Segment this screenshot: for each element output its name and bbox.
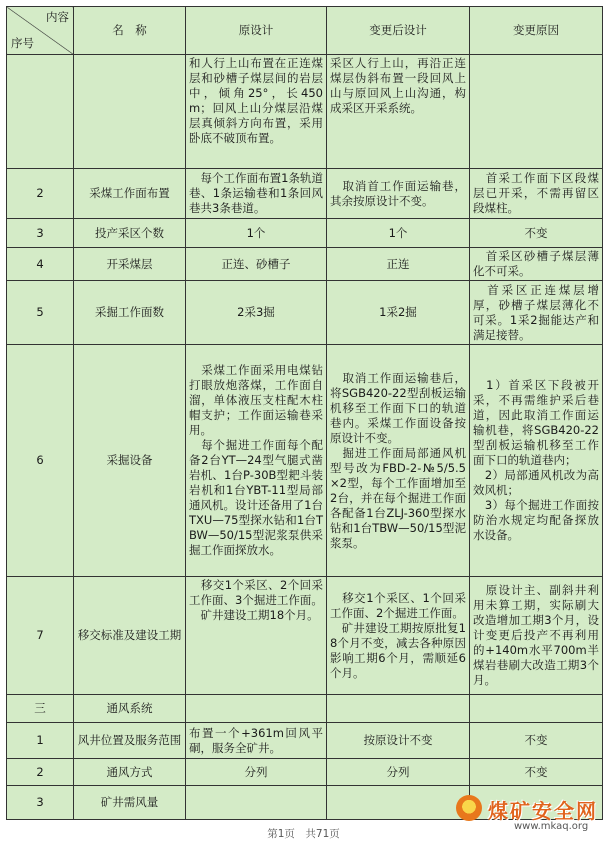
table-row [7,55,603,169]
design-change-table [6,6,603,820]
row-original [186,695,327,723]
row-number: 1 [7,723,74,759]
row-reason: 不变 [470,219,603,248]
row-name: 风井位置及服务范围 [74,723,186,759]
row-original: 分列 [186,759,327,786]
row-changed [327,786,470,820]
header-changed-design: 变更后设计 [327,7,470,55]
row-changed [327,695,470,723]
row-name: 矿井需风量 [74,786,186,820]
row-name: 移交标准及建设工期 [74,577,186,695]
row-number: 7 [7,577,74,695]
header-content-label: 内容 [46,10,69,24]
row-original [186,786,327,820]
row-name: 采掘设备 [74,345,186,577]
header-change-reason: 变更原因 [470,7,603,55]
row-name [74,55,186,169]
row-name: 投产采区个数 [74,219,186,248]
row-changed: 移交1个采区、1个回采工作面、2个掘进工作面。 矿井建设工期按原批复18个月不变，减去各种原因影响工期6个月，需顺延6个月。 [327,577,470,695]
row-name: 采掘工作面数 [74,281,186,345]
row-changed: 取消首工作面运输巷，其余按原设计不变。 [327,169,470,219]
watermark-url: www.mkaq.org [514,821,589,832]
row-number: 3 [7,786,74,820]
row-changed: 取消工作面运输巷后，将SGB420-22型刮板运输机移至工作面下口的轨道巷内。采煤工作面设备按原设计不变。 掘进工作面局部通风机型号改为FBD-2-№5/5.5×2型，每个工作面增加至2台，并在每个掘进工作面各配备1台ZLJ-360型探水钻和1台TBW—50/15型泥浆泵。 [327,345,470,577]
header-original-design: 原设计 [186,7,327,55]
row-changed: 采区人行上山，再沿正连煤层伪斜布置一段回风上山与原回风上山沟通，构成采区开采系统。 [327,55,470,169]
row-number: 4 [7,248,74,281]
row-reason: 首采区砂槽子煤层薄化不可采。 [470,248,603,281]
table-row [7,248,603,281]
page-footer: 第1页 共71页 [267,828,340,840]
row-changed: 正连 [327,248,470,281]
row-number: 2 [7,169,74,219]
row-original: 2采3掘 [186,281,327,345]
row-reason: 不变 [470,723,603,759]
row-name: 采煤工作面布置 [74,169,186,219]
site-watermark [452,793,602,835]
table-row [7,219,603,248]
row-reason: 首采区正连煤层增厚，砂槽子煤层薄化不可采。1采2掘能达产和满足接替。 [470,281,603,345]
row-name: 开采煤层 [74,248,186,281]
row-name: 通风方式 [74,759,186,786]
row-reason: 首采工作面下区段煤层已开采，不需再留区段煤柱。 [470,169,603,219]
row-number: 三 [7,695,74,723]
row-original: 布置一个+361m回风平硐，服务全矿井。 [186,723,327,759]
row-changed: 1个 [327,219,470,248]
row-number: 6 [7,345,74,577]
row-reason: 原设计主、副斜井利用未算工期，实际刷大改造增加工期3个月，设计变更后投产不再利用的+140m水平700m半煤岩巷刷大改造工期3个月。 [470,577,603,695]
row-reason [470,55,603,169]
row-number: 3 [7,219,74,248]
row-changed: 1采2掘 [327,281,470,345]
table-row [7,723,603,759]
table-row [7,759,603,786]
row-name: 通风系统 [74,695,186,723]
row-reason: 1）首采区下段被开采，不再需维护采后巷道，因此取消工作面运输机巷，将SGB420-22型刮板运输机移至工作面下口的轨道巷内； 2）局部通风机改为高效风机； 3）每个掘进工作面按防治水规定均配备探放水设备。 [470,345,603,577]
table-row [7,345,603,577]
row-number: 5 [7,281,74,345]
header-diagonal-cell [7,7,74,55]
row-original: 每个工作面布置1条轨道巷、1条运输巷和1条回风巷共3条巷道。 [186,169,327,219]
row-original: 采煤工作面采用电煤钻打眼放炮落煤，工作面自溜，单体液压支柱配木柱帽支护；工作面运输巷采用。 每个掘进工作面每个配备2台YT—24型气腿式凿岩机、1台P-30B型耙斗装岩机和1台YBT-11型局部通风机。设计还备用了1台TXU—75型探水钻和1台TBW—50/15型泥浆泵供采掘工作面探放水。 [186,345,327,577]
row-number: 2 [7,759,74,786]
mine-logo-icon [456,795,482,821]
row-changed: 分列 [327,759,470,786]
row-reason [470,695,603,723]
table-row [7,281,603,345]
header-seq-label: 序号 [11,36,34,50]
table-row [7,577,603,695]
header-name: 名 称 [74,7,186,55]
row-number [7,55,74,169]
header-row [7,7,603,55]
row-reason: 不变 [470,759,603,786]
table-row [7,169,603,219]
watermark-text: 煤矿安全网 [488,799,598,823]
row-changed: 按原设计不变 [327,723,470,759]
table-row [7,695,603,723]
row-original: 移交1个采区、2个回采工作面、3个掘进工作面。 矿井建设工期18个月。 [186,577,327,695]
row-original: 和人行上山布置在正连煤层和砂槽子煤层间的岩层中，倾角25°，长450m；回风上山分煤层沿煤层真倾斜方向布置，采用卧底不破顶布置。 [186,55,327,169]
row-original: 1个 [186,219,327,248]
row-original: 正连、砂槽子 [186,248,327,281]
